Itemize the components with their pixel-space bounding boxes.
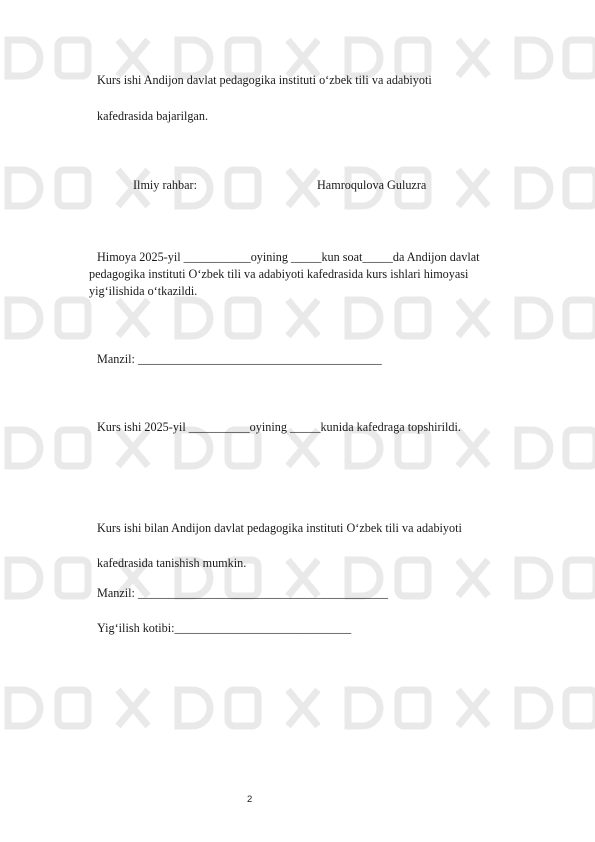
- review-line-1: Kurs ishi bilan Andijon davlat pedagogika instituti O‘zbek tili va adabiyoti: [97, 521, 462, 535]
- defense-line-2: pedagogika instituti O‘zbek tili va adabiyoti kafedrasida kurs ishlari himoyasi: [89, 267, 469, 281]
- review-line-2: kafedrasida tanishish mumkin.: [97, 556, 247, 570]
- defense-line-3: yig‘ilishida o‘tkazildi.: [89, 284, 198, 298]
- advisor-name: Hamroqulova Guluzra: [317, 178, 427, 192]
- advisor-label: Ilmiy rahbar:: [133, 178, 197, 192]
- submitted-line: Kurs ishi 2025-yil __________oyining _____kunida kafedraga topshirildi.: [97, 420, 461, 434]
- defense-line-1: Himoya 2025-yil ___________oyining _____kun soat_____da Andijon davlat: [97, 250, 480, 264]
- secretary-line: Yig‘ilish kotibi:_____________________________: [97, 621, 352, 635]
- address-line-1: Manzil: ________________________________________: [97, 352, 382, 366]
- intro-line-2: kafedrasida bajarilgan.: [97, 109, 208, 123]
- page-number: 2: [247, 794, 253, 805]
- address-line-2: Manzil: _________________________________________: [97, 586, 388, 600]
- intro-line-1: Kurs ishi Andijon davlat pedagogika instituti o‘zbek tili va adabiyoti: [97, 73, 432, 87]
